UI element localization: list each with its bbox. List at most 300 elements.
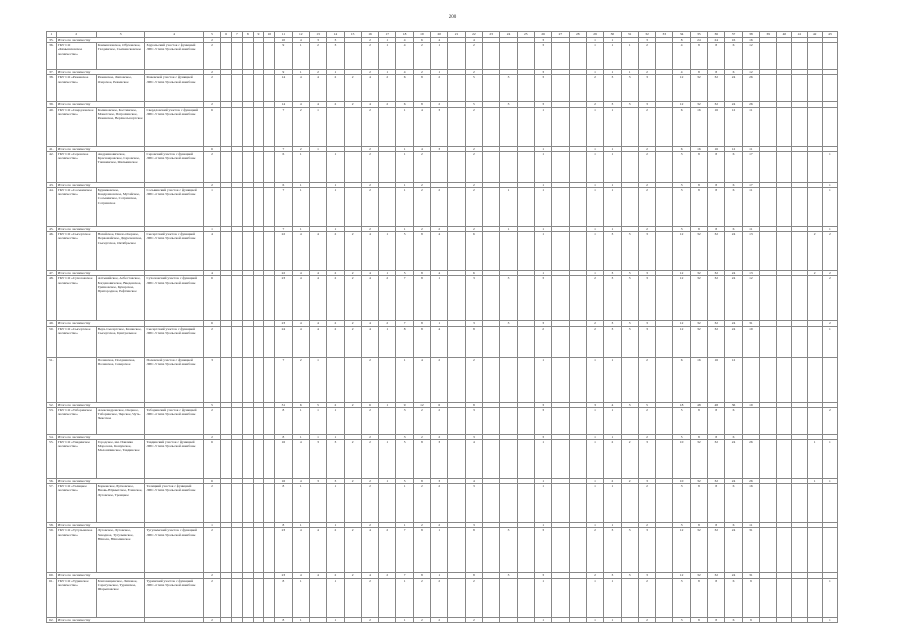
district-list: Камышловское, Обуховское, Галдинское, Сылвенсковское bbox=[96, 43, 145, 70]
value-cell: 6 bbox=[725, 578, 742, 617]
value-cell: 2 bbox=[465, 151, 482, 182]
value-cell: 1 bbox=[292, 434, 309, 439]
value-cell bbox=[742, 357, 759, 402]
value-cell: 1 bbox=[822, 440, 837, 479]
forestry-name: ГКУ СО «Сысертское лесничество» bbox=[56, 232, 96, 271]
total-row bbox=[47, 617, 838, 622]
value-cell: 4 bbox=[292, 75, 309, 102]
value-cell: 2 bbox=[344, 75, 361, 102]
value-cell: 6 bbox=[725, 617, 742, 622]
value-cell: 32 bbox=[708, 271, 725, 276]
value-cell: 7 bbox=[275, 188, 292, 227]
value-cell bbox=[242, 357, 253, 402]
value-cell: 2 bbox=[413, 407, 430, 434]
value-cell: 3 bbox=[534, 321, 551, 326]
value-cell: 1 bbox=[327, 617, 344, 622]
value-cell: 2 bbox=[327, 326, 344, 357]
value-cell: 10 bbox=[673, 440, 690, 479]
value-cell: 1 bbox=[379, 402, 396, 407]
value-cell bbox=[344, 43, 361, 70]
value-cell bbox=[309, 578, 326, 617]
row-number: 61. bbox=[47, 578, 57, 617]
value-cell: 8 bbox=[708, 151, 725, 182]
value-cell bbox=[792, 107, 807, 146]
value-cell bbox=[777, 357, 792, 402]
value-cell: 3 bbox=[673, 151, 690, 182]
value-cell bbox=[242, 107, 253, 146]
value-cell: 1 bbox=[327, 188, 344, 227]
column-number-39: 39 bbox=[760, 32, 777, 38]
value-cell bbox=[232, 232, 243, 271]
value-cell: 2 bbox=[465, 182, 482, 187]
value-cell: 2 bbox=[465, 43, 482, 70]
value-cell: 3 bbox=[621, 528, 638, 573]
value-cell bbox=[777, 528, 792, 573]
forestry-name: ГКУ СО «Туринское лесничество» bbox=[56, 578, 96, 617]
value-cell bbox=[483, 326, 500, 357]
value-cell: 1 bbox=[534, 440, 551, 479]
value-cell: 24 bbox=[725, 276, 742, 321]
value-cell: 3 bbox=[534, 102, 551, 107]
forestry-name: ГКУ СО «Серовское лесничество» bbox=[56, 151, 96, 182]
value-cell: 4 bbox=[292, 271, 309, 276]
row-number: 38. bbox=[47, 75, 57, 102]
value-cell: 3 bbox=[621, 276, 638, 321]
total-label: Итого по лесничеству bbox=[56, 402, 145, 407]
value-cell: 2 bbox=[327, 402, 344, 407]
value-cell: 3 bbox=[638, 38, 655, 43]
district-list: Нахайское, Павло-Озерное, Первомайское, Двуреченское, Сысертское, Октябрьское bbox=[96, 232, 145, 271]
value-cell: 31 bbox=[742, 528, 759, 573]
value-cell: 1 bbox=[586, 151, 603, 182]
value-cell: 1 bbox=[586, 271, 603, 276]
value-cell: 3 bbox=[604, 528, 621, 573]
value-cell: 5 bbox=[203, 402, 220, 407]
value-cell bbox=[500, 326, 517, 357]
value-cell bbox=[621, 617, 638, 622]
value-cell bbox=[621, 107, 638, 146]
value-cell bbox=[569, 276, 586, 321]
value-cell bbox=[792, 276, 807, 321]
value-cell: 3 bbox=[586, 402, 603, 407]
value-cell: 1 bbox=[604, 484, 621, 523]
value-cell: 2 bbox=[465, 188, 482, 227]
value-cell: 2 bbox=[586, 276, 603, 321]
value-cell: 8 bbox=[413, 271, 430, 276]
value-cell: 2 bbox=[344, 232, 361, 271]
forestry-table bbox=[46, 31, 838, 623]
value-cell: 1 bbox=[604, 70, 621, 75]
value-cell: 4 bbox=[292, 479, 309, 484]
value-cell: 4 bbox=[396, 38, 413, 43]
value-cell: 1 bbox=[604, 188, 621, 227]
value-cell: 4 bbox=[465, 38, 482, 43]
value-cell: 8 bbox=[708, 70, 725, 75]
value-cell: 12 bbox=[673, 573, 690, 578]
value-cell: 2 bbox=[327, 528, 344, 573]
value-cell bbox=[483, 43, 500, 70]
value-cell bbox=[448, 107, 465, 146]
row-number: 45. bbox=[47, 227, 57, 232]
value-cell: 2 bbox=[203, 38, 220, 43]
value-cell bbox=[552, 357, 569, 402]
value-cell bbox=[552, 528, 569, 573]
value-cell: 1 bbox=[807, 479, 822, 484]
value-cell: 2 bbox=[361, 617, 378, 622]
row-number: 42. bbox=[47, 151, 57, 182]
value-cell bbox=[656, 75, 673, 102]
value-cell: 2 bbox=[361, 188, 378, 227]
value-cell bbox=[232, 107, 243, 146]
value-cell bbox=[621, 407, 638, 434]
value-cell: 6 bbox=[275, 182, 292, 187]
value-cell bbox=[792, 407, 807, 434]
value-cell bbox=[500, 357, 517, 402]
row-number: 53. bbox=[47, 407, 57, 434]
column-number-10: 10 bbox=[264, 32, 275, 38]
value-cell: 1 bbox=[586, 484, 603, 523]
value-cell: 8 bbox=[465, 573, 482, 578]
value-cell: 4 bbox=[309, 326, 326, 357]
value-cell: 2 bbox=[638, 182, 655, 187]
value-cell: 1 bbox=[534, 578, 551, 617]
value-cell: 4 bbox=[361, 528, 378, 573]
value-cell bbox=[448, 151, 465, 182]
value-cell bbox=[656, 528, 673, 573]
forestry-row bbox=[47, 43, 838, 70]
value-cell bbox=[760, 484, 777, 523]
value-cell: 1 bbox=[292, 227, 309, 232]
value-cell: 13 bbox=[742, 232, 759, 271]
column-number-20: 20 bbox=[431, 32, 448, 38]
value-cell: 10 bbox=[673, 479, 690, 484]
fire-section-name: Таборинский участок с функцией ЛПС-4 типа Уральской авиабазы bbox=[145, 407, 203, 434]
forestry-name: ГКУ СО «Режевское лесничество» bbox=[56, 75, 96, 102]
value-cell: 2 bbox=[344, 479, 361, 484]
value-cell: 23 bbox=[275, 321, 292, 326]
value-cell bbox=[232, 440, 243, 479]
value-cell bbox=[500, 484, 517, 523]
value-cell: 6 bbox=[725, 434, 742, 439]
value-cell bbox=[517, 484, 534, 523]
value-cell bbox=[264, 578, 275, 617]
value-cell: 8 bbox=[275, 434, 292, 439]
value-cell: 2 bbox=[638, 407, 655, 434]
value-cell: 4 bbox=[203, 232, 220, 271]
value-cell: 2 bbox=[431, 484, 448, 523]
value-cell bbox=[656, 407, 673, 434]
value-cell: 2 bbox=[807, 271, 822, 276]
value-cell bbox=[221, 578, 232, 617]
value-cell: 6 bbox=[203, 146, 220, 151]
value-cell: 2 bbox=[344, 102, 361, 107]
value-cell: 2 bbox=[361, 357, 378, 402]
value-cell: 8 bbox=[690, 617, 707, 622]
value-cell: 1 bbox=[309, 407, 326, 434]
value-cell: 16 bbox=[690, 357, 707, 402]
value-cell: 3 bbox=[396, 407, 413, 434]
value-cell: 2 bbox=[413, 43, 430, 70]
value-cell: 1 bbox=[822, 578, 837, 617]
value-cell: 8 bbox=[690, 70, 707, 75]
value-cell: 8 bbox=[708, 182, 725, 187]
value-cell: 6 bbox=[725, 227, 742, 232]
value-cell: 6 bbox=[203, 321, 220, 326]
value-cell: 2 bbox=[431, 102, 448, 107]
value-cell: 1 bbox=[327, 151, 344, 182]
value-cell: 8 bbox=[673, 38, 690, 43]
page-number: 200 bbox=[448, 15, 457, 20]
value-cell: 8 bbox=[413, 573, 430, 578]
value-cell: 22 bbox=[275, 232, 292, 271]
value-cell: 4 bbox=[361, 326, 378, 357]
value-cell bbox=[656, 326, 673, 357]
value-cell: 3 bbox=[638, 321, 655, 326]
value-cell: 16 bbox=[742, 484, 759, 523]
value-cell: 3 bbox=[500, 528, 517, 573]
value-cell: 1 bbox=[604, 523, 621, 528]
value-cell: 2 bbox=[327, 75, 344, 102]
total-label: Итого по лесничеству bbox=[56, 523, 145, 528]
value-cell: 16 bbox=[725, 38, 742, 43]
value-cell bbox=[760, 107, 777, 146]
value-cell bbox=[760, 232, 777, 271]
value-cell: 9 bbox=[742, 578, 759, 617]
value-cell: 1 bbox=[621, 70, 638, 75]
value-cell: 2 bbox=[413, 182, 430, 187]
value-cell: 3 bbox=[309, 479, 326, 484]
value-cell bbox=[569, 528, 586, 573]
value-cell bbox=[500, 617, 517, 622]
value-cell bbox=[264, 326, 275, 357]
district-list: Режевское, Липовское, Озерское, Режевское bbox=[96, 75, 145, 102]
value-cell bbox=[777, 75, 792, 102]
value-cell: 24 bbox=[690, 38, 707, 43]
value-cell bbox=[232, 276, 243, 321]
value-cell bbox=[232, 326, 243, 357]
value-cell: 2 bbox=[638, 434, 655, 439]
value-cell: 2 bbox=[638, 188, 655, 227]
value-cell: 2 bbox=[586, 326, 603, 357]
column-number-27: 27 bbox=[552, 32, 569, 38]
value-cell: 24 bbox=[725, 528, 742, 573]
value-cell: 2 bbox=[344, 321, 361, 326]
value-cell bbox=[569, 232, 586, 271]
value-cell: 1 bbox=[604, 107, 621, 146]
value-cell: 8 bbox=[690, 182, 707, 187]
value-cell bbox=[760, 188, 777, 227]
value-cell: 6 bbox=[725, 407, 742, 434]
value-cell bbox=[807, 578, 822, 617]
value-cell: 3 bbox=[500, 321, 517, 326]
column-number-31: 31 bbox=[621, 32, 638, 38]
value-cell bbox=[242, 440, 253, 479]
value-cell: 11 bbox=[742, 107, 759, 146]
value-cell bbox=[621, 357, 638, 402]
value-cell: 1 bbox=[604, 151, 621, 182]
value-cell bbox=[569, 440, 586, 479]
value-cell: 1 bbox=[534, 188, 551, 227]
column-number-26: 26 bbox=[534, 32, 551, 38]
value-cell: 2 bbox=[344, 271, 361, 276]
value-cell bbox=[221, 43, 232, 70]
value-cell bbox=[807, 276, 822, 321]
district-list: Полевское, Полдневское, Полевское, Северское bbox=[96, 357, 145, 402]
value-cell: 3 bbox=[431, 146, 448, 151]
forestry-row bbox=[47, 151, 838, 182]
value-cell: 12 bbox=[673, 326, 690, 357]
forestry-name: ГКУ СО «Талицкое лесничество» bbox=[56, 484, 96, 523]
value-cell: 1 bbox=[203, 188, 220, 227]
row-number: 58. bbox=[47, 523, 57, 528]
column-number-15: 15 bbox=[344, 32, 361, 38]
value-cell bbox=[221, 232, 232, 271]
value-cell: 14 bbox=[275, 102, 292, 107]
value-cell: 1 bbox=[327, 523, 344, 528]
value-cell: 1 bbox=[534, 232, 551, 271]
value-cell bbox=[483, 357, 500, 402]
value-cell bbox=[792, 232, 807, 271]
forestry-row bbox=[47, 528, 838, 573]
value-cell: 3 bbox=[500, 75, 517, 102]
forestry-name bbox=[56, 357, 96, 402]
value-cell: 24 bbox=[725, 102, 742, 107]
value-cell: 1 bbox=[396, 578, 413, 617]
value-cell bbox=[552, 75, 569, 102]
value-cell bbox=[448, 578, 465, 617]
value-cell bbox=[221, 151, 232, 182]
value-cell: 23 bbox=[275, 573, 292, 578]
column-number-35: 35 bbox=[690, 32, 707, 38]
value-cell: 3 bbox=[431, 479, 448, 484]
value-cell: 6 bbox=[673, 146, 690, 151]
value-cell bbox=[483, 407, 500, 434]
value-cell: 1 bbox=[292, 43, 309, 70]
value-cell: 6 bbox=[725, 188, 742, 227]
value-cell bbox=[500, 578, 517, 617]
row-number: 35. bbox=[47, 38, 57, 43]
value-cell bbox=[621, 484, 638, 523]
value-cell bbox=[569, 151, 586, 182]
value-cell bbox=[264, 188, 275, 227]
value-cell: 1 bbox=[396, 227, 413, 232]
value-cell: 3 bbox=[621, 402, 638, 407]
column-number-32: 32 bbox=[638, 32, 655, 38]
value-cell: 9 bbox=[396, 402, 413, 407]
value-cell: 2 bbox=[586, 321, 603, 326]
value-cell bbox=[517, 617, 534, 622]
column-number-12: 12 bbox=[292, 32, 309, 38]
value-cell: 4 bbox=[361, 75, 378, 102]
value-cell: 4 bbox=[361, 271, 378, 276]
row-number: 36. bbox=[47, 43, 57, 70]
value-cell bbox=[221, 276, 232, 321]
value-cell: 4 bbox=[292, 232, 309, 271]
value-cell bbox=[517, 528, 534, 573]
value-cell: 1 bbox=[327, 407, 344, 434]
row-number: 57. bbox=[47, 484, 57, 523]
value-cell: 1 bbox=[604, 434, 621, 439]
value-cell bbox=[552, 484, 569, 523]
value-cell bbox=[822, 484, 837, 523]
value-cell: 2 bbox=[327, 102, 344, 107]
value-cell: 2 bbox=[344, 276, 361, 321]
value-cell: 2 bbox=[327, 573, 344, 578]
value-cell: 4 bbox=[431, 232, 448, 271]
value-cell bbox=[807, 75, 822, 102]
value-cell bbox=[777, 276, 792, 321]
row-number: 52. bbox=[47, 402, 57, 407]
row-number: 49. bbox=[47, 321, 57, 326]
column-number-23: 23 bbox=[483, 32, 500, 38]
value-cell bbox=[448, 232, 465, 271]
value-cell bbox=[760, 43, 777, 70]
value-cell: 1 bbox=[379, 38, 396, 43]
value-cell: 4 bbox=[361, 573, 378, 578]
value-cell bbox=[656, 43, 673, 70]
value-cell: 1 bbox=[431, 70, 448, 75]
value-cell bbox=[792, 188, 807, 227]
value-cell: 3 bbox=[604, 276, 621, 321]
value-cell bbox=[807, 326, 822, 357]
value-cell: 4 bbox=[413, 357, 430, 402]
value-cell bbox=[621, 188, 638, 227]
value-cell bbox=[379, 151, 396, 182]
column-number-37: 37 bbox=[725, 32, 742, 38]
value-cell: 2 bbox=[327, 321, 344, 326]
value-cell: 2 bbox=[379, 75, 396, 102]
value-cell: 12 bbox=[673, 232, 690, 271]
value-cell: 6 bbox=[275, 151, 292, 182]
value-cell bbox=[344, 617, 361, 622]
value-cell: 1 bbox=[586, 434, 603, 439]
value-cell bbox=[264, 75, 275, 102]
value-cell bbox=[807, 407, 822, 434]
value-cell: 8 bbox=[413, 75, 430, 102]
value-cell bbox=[448, 528, 465, 573]
forestry-name: ГКУ СО «Сухоложское лесничество» bbox=[56, 276, 96, 321]
value-cell bbox=[264, 484, 275, 523]
value-cell: 5 bbox=[465, 102, 482, 107]
fire-section-name: Тавдинский участок с функцией ЛПС-3 типа Уральской авиабазы bbox=[145, 440, 203, 479]
row-number: 39. bbox=[47, 102, 57, 107]
value-cell: 12 bbox=[673, 102, 690, 107]
value-cell: 2 bbox=[413, 188, 430, 227]
value-cell: 32 bbox=[690, 271, 707, 276]
value-cell: 23 bbox=[275, 528, 292, 573]
value-cell: 3 bbox=[638, 276, 655, 321]
value-cell bbox=[777, 43, 792, 70]
row-number: 50. bbox=[47, 326, 57, 357]
value-cell: 1 bbox=[431, 43, 448, 70]
value-cell bbox=[448, 43, 465, 70]
value-cell bbox=[242, 43, 253, 70]
value-cell: 1 bbox=[431, 321, 448, 326]
forestry-row bbox=[47, 107, 838, 146]
value-cell: 3 bbox=[500, 102, 517, 107]
value-cell bbox=[792, 484, 807, 523]
value-cell bbox=[552, 440, 569, 479]
value-cell bbox=[264, 43, 275, 70]
value-cell: 1 bbox=[822, 227, 837, 232]
value-cell bbox=[517, 326, 534, 357]
value-cell bbox=[379, 578, 396, 617]
value-cell: 24 bbox=[725, 573, 742, 578]
value-cell: 3 bbox=[500, 276, 517, 321]
value-cell: 3 bbox=[621, 232, 638, 271]
value-cell: 6 bbox=[413, 38, 430, 43]
value-cell: 4 bbox=[292, 326, 309, 357]
